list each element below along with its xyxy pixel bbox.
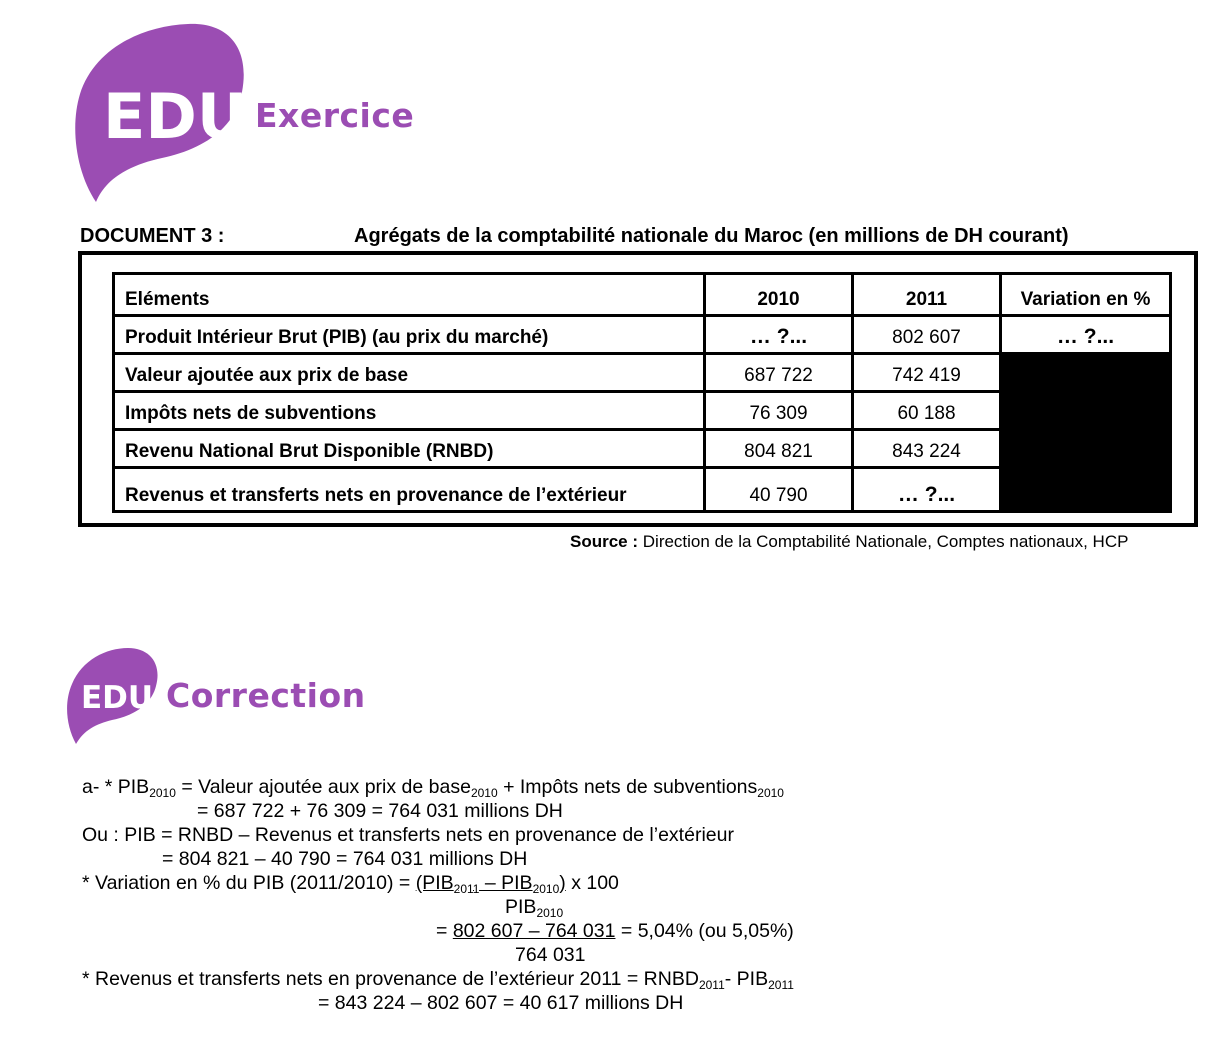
correction-line: = 687 722 + 76 309 = 764 031 millions DH <box>197 800 563 822</box>
subscript: 2010 <box>536 906 564 920</box>
value-2010-cell: … ?... <box>705 316 853 354</box>
fraction-numerator <box>416 872 566 894</box>
value-2010-cell: 687 722 <box>705 354 853 392</box>
correction-line <box>82 776 784 800</box>
subscript: 2010 <box>757 786 784 800</box>
source-note <box>570 532 1128 552</box>
correction-line <box>436 920 794 943</box>
correction-line <box>82 968 794 992</box>
table-row <box>114 316 1171 354</box>
text: = 5,04% (ou 5,05%) <box>615 920 794 942</box>
variation-cell-blacked <box>1001 468 1171 512</box>
element-cell: Impôts nets de subventions <box>114 392 705 430</box>
document-label: DOCUMENT 3 : <box>80 225 225 247</box>
column-header: 2010 <box>705 274 853 316</box>
text: PIB <box>505 896 537 918</box>
subscript: 2011 <box>698 978 725 992</box>
value-2011-cell: 802 607 <box>853 316 1001 354</box>
text: - PIB <box>724 968 769 990</box>
logo-text: EDU <box>81 680 154 716</box>
variation-cell-blacked <box>1001 354 1171 392</box>
subscript: 2011 <box>453 882 480 896</box>
edu-logo-exercice <box>70 22 250 204</box>
element-cell: Produit Intérieur Brut (PIB) (au prix du marché) <box>114 316 705 354</box>
logo-text: EDU <box>103 80 248 153</box>
element-cell: Revenu National Brut Disponible (RNBD) <box>114 430 705 468</box>
subscript: 2010 <box>149 786 176 800</box>
value-2011-cell: 843 224 <box>853 430 1001 468</box>
edu-logo-correction <box>66 646 160 746</box>
variation-cell: … ?... <box>1001 316 1171 354</box>
table-header-row <box>114 274 1171 316</box>
source-text: Direction de la Comptabilité Nationale, Comptes nationaux, HCP <box>642 532 1129 551</box>
value-2010-cell: 76 309 <box>705 392 853 430</box>
value-2010-cell: 804 821 <box>705 430 853 468</box>
value-2011-cell: 60 188 <box>853 392 1001 430</box>
subscript: 2011 <box>768 978 794 992</box>
correction-line: Ou : PIB = RNBD – Revenus et transferts nets en provenance de l’extérieur <box>82 824 734 846</box>
subscript: 2010 <box>470 786 498 800</box>
column-header: Variation en % <box>1001 274 1171 316</box>
text: = <box>436 920 453 942</box>
text: ) <box>559 872 566 894</box>
table-row <box>114 354 1171 392</box>
text: x 100 <box>565 872 619 894</box>
correction-line <box>505 896 563 920</box>
variation-cell-blacked <box>1001 392 1171 430</box>
fraction-numerator: 802 607 – 764 031 <box>452 920 616 942</box>
variation-cell-blacked <box>1001 430 1171 468</box>
text: – PIB <box>479 872 533 894</box>
column-header: 2011 <box>853 274 1001 316</box>
text: = Valeur ajoutée aux prix de base <box>175 776 471 798</box>
exercise-heading: Exercice <box>255 96 415 135</box>
correction-line: = 843 224 – 802 607 = 40 617 millions DH <box>318 992 684 1014</box>
text: (PIB <box>415 872 454 894</box>
element-cell: Revenus et transferts nets en provenance de l’extérieur <box>114 468 705 512</box>
value-2011-cell: 742 419 <box>853 354 1001 392</box>
element-cell: Valeur ajoutée aux prix de base <box>114 354 705 392</box>
correction-heading: Correction <box>166 676 366 715</box>
table-row <box>114 430 1171 468</box>
value-2010-cell: 40 790 <box>705 468 853 512</box>
table-row <box>114 468 1171 512</box>
aggregates-table <box>112 272 1172 513</box>
subscript: 2010 <box>532 882 560 896</box>
text: * Variation en % du PIB (2011/2010) = <box>82 872 416 894</box>
correction-line <box>82 872 619 896</box>
source-label: Source : <box>570 532 639 551</box>
column-header: Eléments <box>114 274 705 316</box>
text: * Revenus et transferts nets en provenance de l’extérieur 2011 = RNBD <box>82 968 699 990</box>
document-title: Agrégats de la comptabilité nationale du Maroc (en millions de DH courant) <box>354 225 1069 247</box>
table-row <box>114 392 1171 430</box>
correction-line: = 804 821 – 40 790 = 764 031 millions DH <box>162 848 528 870</box>
text: + Impôts nets de subventions <box>497 776 758 798</box>
text: a- * PIB <box>82 776 150 798</box>
value-2011-cell: … ?... <box>853 468 1001 512</box>
correction-line: 764 031 <box>515 944 586 966</box>
